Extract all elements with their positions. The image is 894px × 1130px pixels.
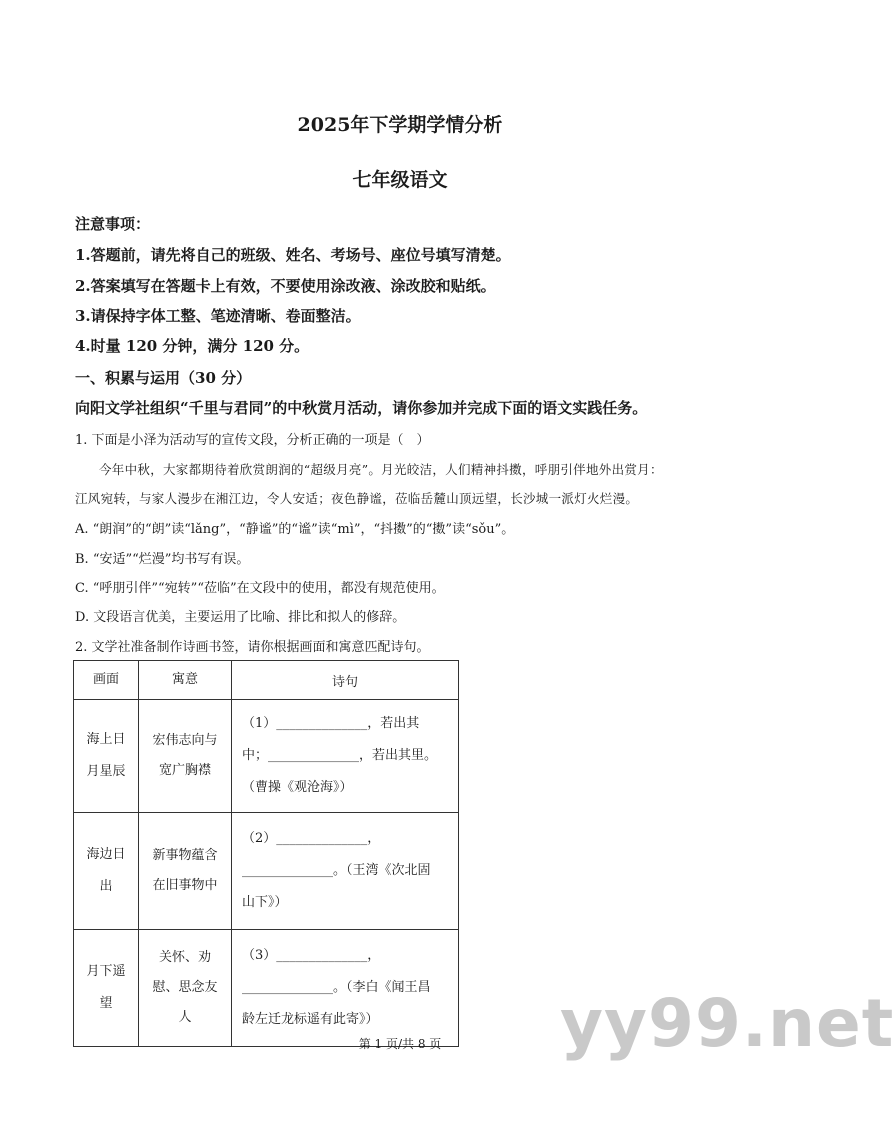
cell-line: 出 <box>99 879 113 894</box>
poem-cell <box>232 813 459 930</box>
notice-item: 4.时量 120 分钟，满分 120 分。 <box>75 337 310 355</box>
cell-line: （3）______________， <box>242 948 381 963</box>
picture-cell <box>74 930 139 1047</box>
table-header-cell: 诗句 <box>232 661 459 700</box>
cell-line: 山下》） <box>242 895 288 910</box>
cell-line: 宏伟志向与 <box>152 733 218 748</box>
exam-title: 2025年下学期学情分析 <box>297 114 503 136</box>
meaning-cell <box>139 813 232 930</box>
option-d: D. 文段语言优美，主要运用了比喻、排比和拟人的修辞。 <box>75 610 406 625</box>
cell-line: 在旧事物中 <box>152 878 218 893</box>
question-2-stem: 2. 文学社准备制作诗画书签，请你根据画面和寓意匹配诗句。 <box>75 640 430 655</box>
option-b: B. “安适”“烂漫”均书写有误。 <box>75 552 250 567</box>
passage-line: 今年中秋，大家都期待着欣赏朗润的“超级月亮”。月光皎洁，人们精神抖擞，呼朋引伴地外出赏月： <box>99 462 663 477</box>
poem-cell <box>232 700 459 813</box>
cell-line: 月下遥 <box>86 964 126 979</box>
cell-line: 慰、思念友 <box>152 980 218 995</box>
watermark: yy99.net <box>560 985 894 1062</box>
cell-line: 中；______________，若出其里。 <box>242 748 438 763</box>
cell-line: ______________。（王湾《次北固 <box>242 863 431 878</box>
question-1-stem: 1. 下面是小泽为活动写的宣传文段，分析正确的一项是（ ） <box>75 433 430 448</box>
cell-line: 龄左迁龙标遥有此寄》） <box>242 1012 379 1027</box>
table-row <box>74 813 459 930</box>
notice-item: 2.答案填写在答题卡上有效，不要使用涂改液、涂改胶和贴纸。 <box>75 277 496 295</box>
meaning-cell <box>139 700 232 813</box>
poem-matching-table <box>73 660 459 1047</box>
cell-line: （1）______________，若出其 <box>242 716 420 731</box>
cell-line: 望 <box>99 996 113 1011</box>
cell-line: 月星辰 <box>86 764 126 779</box>
cell-line: 关怀、劝 <box>158 950 211 965</box>
cell-line: 宽广胸襟 <box>158 763 211 778</box>
notice-heading: 注意事项： <box>75 215 151 233</box>
meaning-cell <box>139 930 232 1047</box>
notice-item: 1.答题前，请先将自己的班级、姓名、考场号、座位号填写清楚。 <box>75 246 511 264</box>
option-a: A. “朗润”的“朗”读“lǎng”，“静谧”的“谧”读“mì”，“抖擞”的“擞”读“sǒu”。 <box>75 522 515 537</box>
page-number: 第 1 页/共 8 页 <box>358 1037 442 1051</box>
passage-line: 江风宛转，与家人漫步在湘江边，令人安适；夜色静谧，莅临岳麓山顶远望，长沙城一派灯火烂漫。 <box>75 491 639 506</box>
cell-line: （2）______________， <box>242 831 381 846</box>
cell-line: 海上日 <box>86 732 126 747</box>
option-c: C. “呼朋引伴”“宛转”“莅临”在文段中的使用，都没有规范使用。 <box>75 581 445 596</box>
cell-line: 海边日 <box>86 847 126 862</box>
table-row <box>74 930 459 1047</box>
table-header-row <box>74 661 459 700</box>
exam-subtitle: 七年级语文 <box>352 169 448 191</box>
cell-line: （曹操《观沧海》） <box>242 780 353 795</box>
picture-cell <box>74 813 139 930</box>
cell-line: ______________。（李白《闻王昌 <box>242 980 431 995</box>
poem-cell <box>232 930 459 1047</box>
table-header-cell: 寓意 <box>139 661 232 700</box>
section-heading: 一、积累与运用（30 分） <box>75 369 252 387</box>
table-header-cell: 画面 <box>74 661 139 700</box>
notice-item: 3.请保持字体工整、笔迹清晰、卷面整洁。 <box>75 307 361 325</box>
picture-cell <box>74 700 139 813</box>
cell-line: 人 <box>178 1010 192 1025</box>
cell-line: 新事物蕴含 <box>152 848 218 863</box>
table-row <box>74 700 459 813</box>
section-intro: 向阳文学社组织“千里与君同”的中秋赏月活动，请你参加并完成下面的语文实践任务。 <box>75 399 648 417</box>
